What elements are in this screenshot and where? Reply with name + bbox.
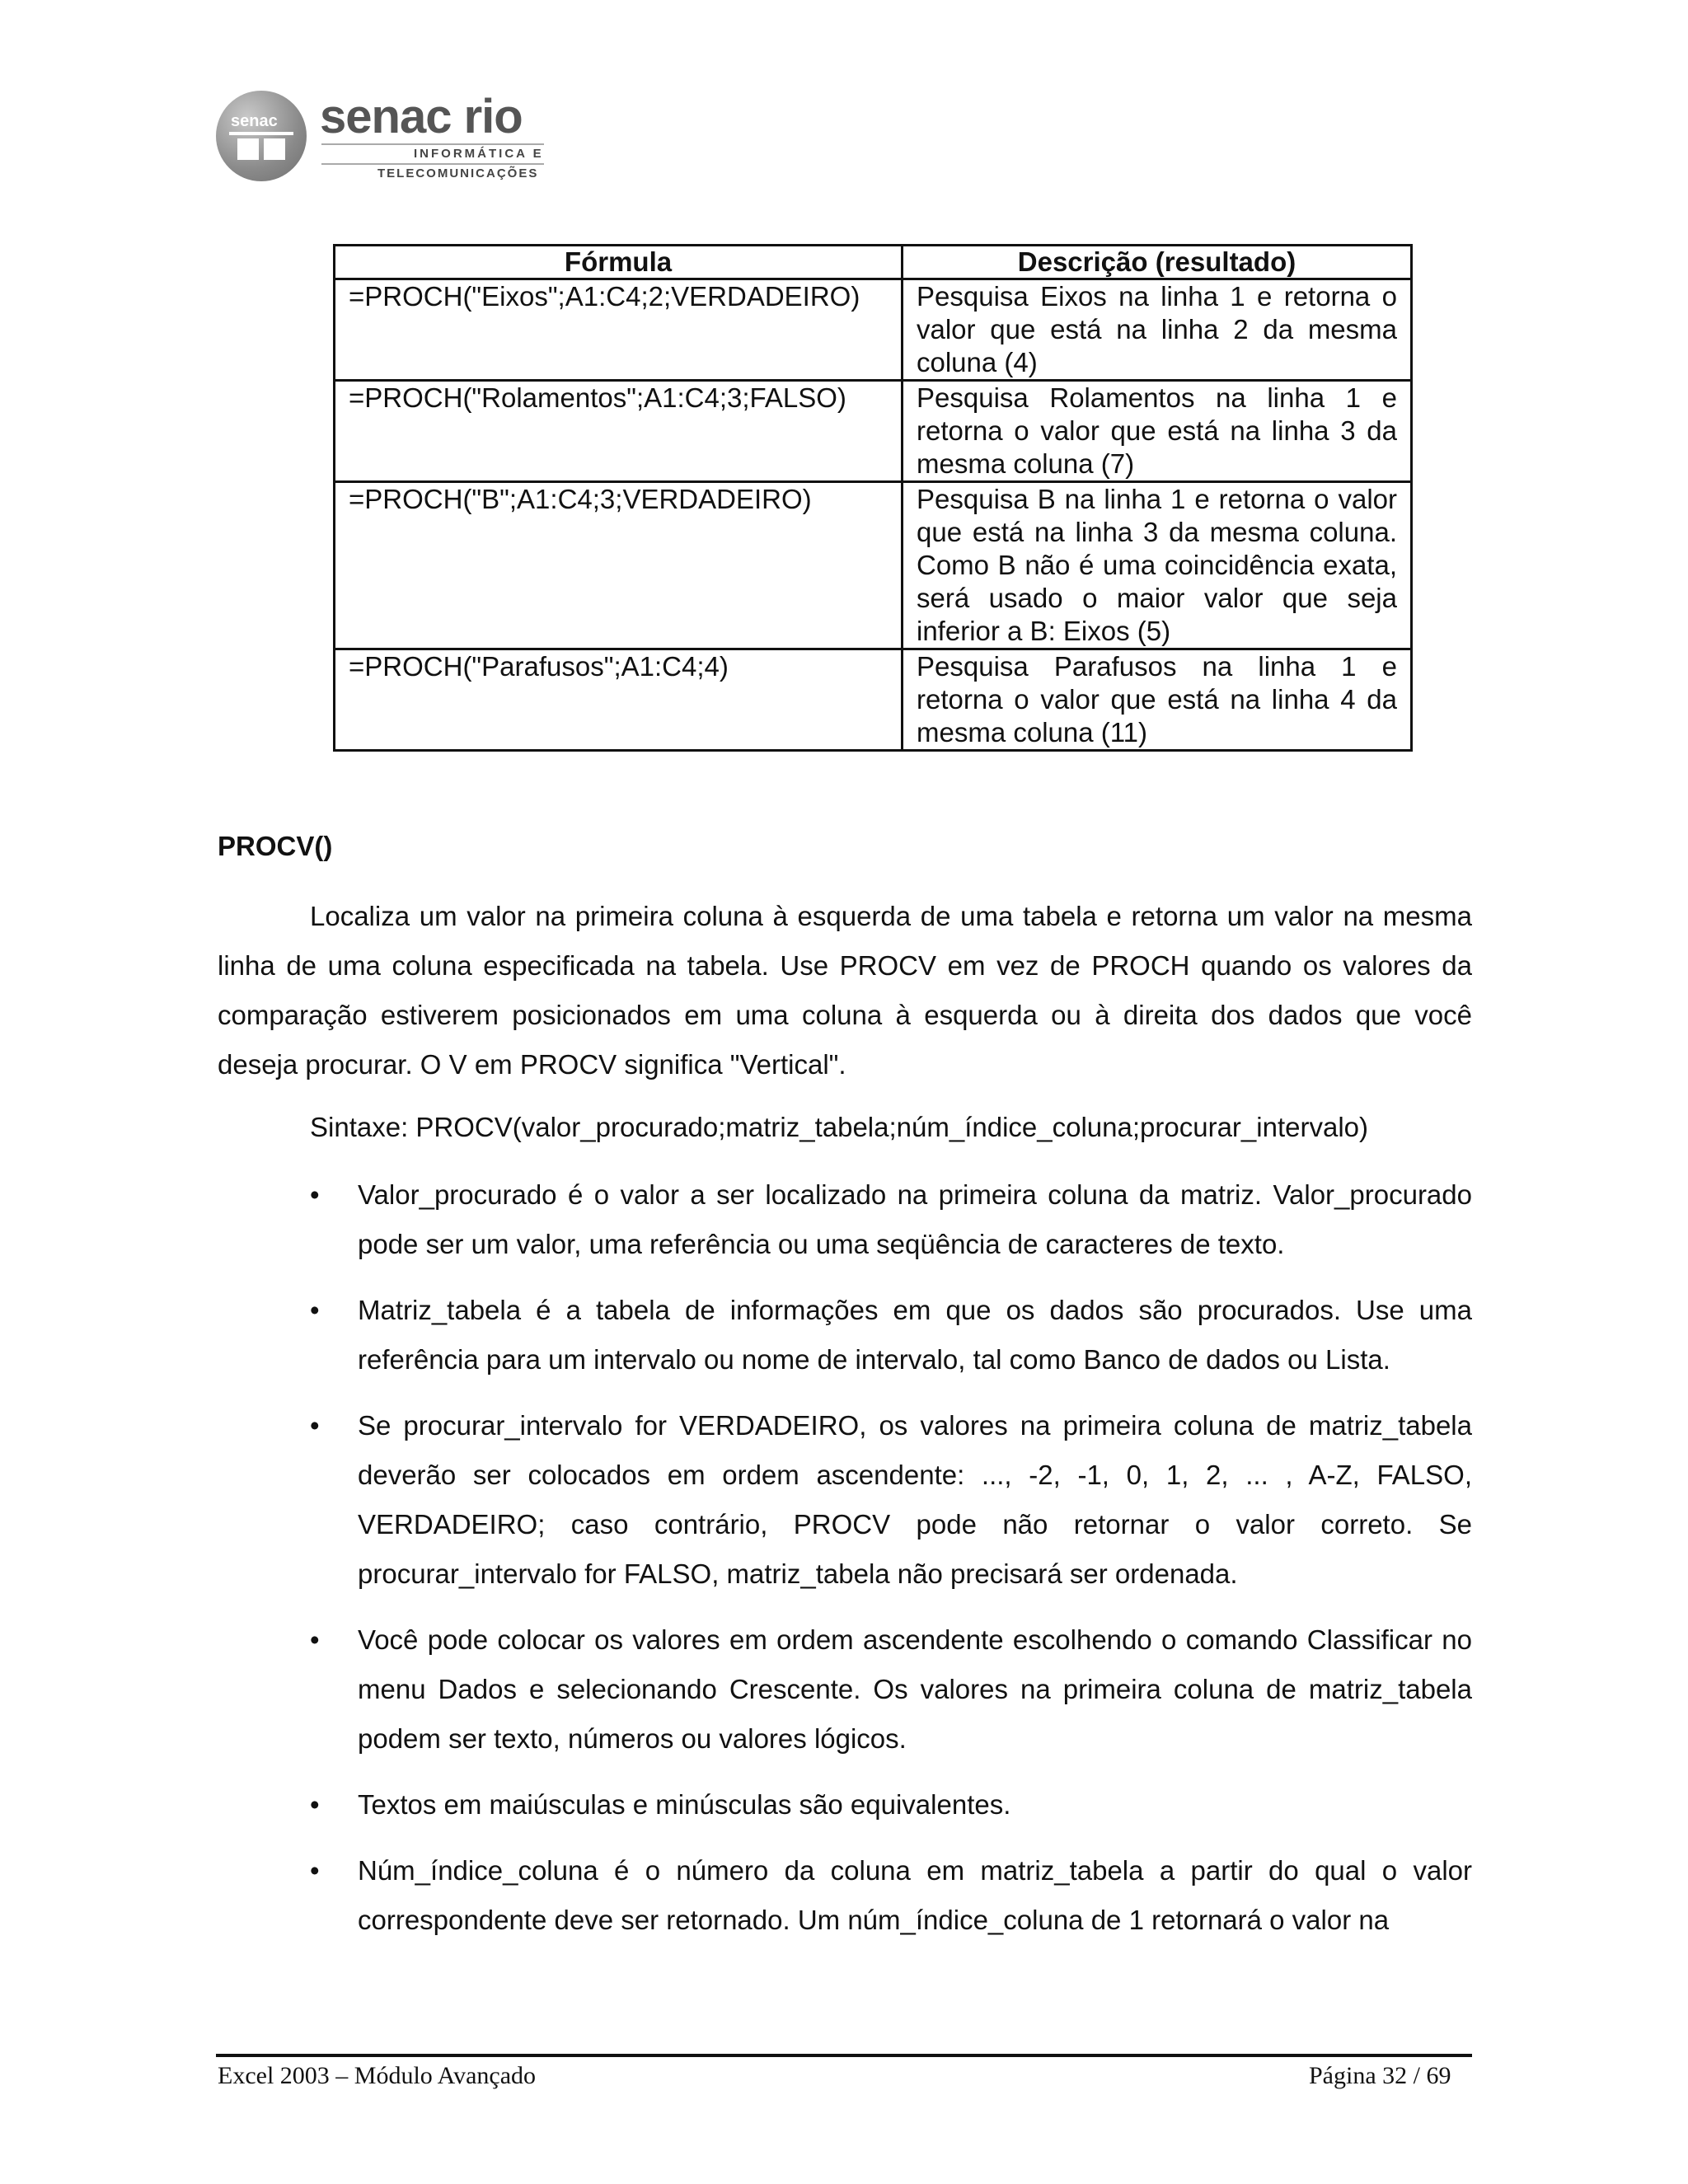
table-row [335, 482, 1412, 649]
list-item [310, 1615, 1472, 1764]
bullet-icon: • [310, 1789, 320, 1820]
proch-examples-table [333, 244, 1413, 752]
list-item [310, 1170, 1472, 1269]
formula-cell: =PROCH("B";A1:C4;3;VERDADEIRO) [335, 482, 903, 649]
argument-bullet-list [310, 1170, 1472, 1961]
list-item [310, 1401, 1472, 1599]
logo-divider [321, 143, 544, 145]
footer-document-title: Excel 2003 – Módulo Avançado [218, 2062, 537, 2089]
bullet-icon: • [310, 1855, 320, 1886]
bullet-icon: • [310, 1410, 320, 1441]
description-cell: Pesquisa Rolamentos na linha 1 e retorna o valor que está na linha 3 da mesma coluna (7) [903, 381, 1412, 482]
table-row [335, 279, 1412, 381]
logo-brand-name: senac rio [320, 90, 523, 143]
bullet-text: Núm_índice_coluna é o número da coluna em matriz_tabela a partir do qual o valor correspondente deve ser retornado. Um núm_índice_coluna de 1 retornará o valor na [358, 1855, 1472, 1935]
footer-page-number: Página 32 / 69 [1309, 2062, 1451, 2089]
syntax-line: Sintaxe: PROCV(valor_procurado;matriz_tabela;núm_índice_coluna;procurar_intervalo) [310, 1112, 1368, 1142]
column-header-description: Descrição (resultado) [903, 246, 1412, 279]
intro-paragraph: Localiza um valor na primeira coluna à esquerda de uma tabela e retorna um valor na mesma linha de uma coluna especificada na tabela. Use PROCV em vez de PROCH quando os valores da comparação estiverem posicionados em uma coluna à esquerda ou à direita dos dados que você deseja procurar. O V em PROCV significa "Vertical". [218, 901, 1472, 1080]
footer-divider [216, 2054, 1472, 2057]
formula-cell: =PROCH("Eixos";A1:C4;2;VERDADEIRO) [335, 279, 903, 381]
section-heading: PROCV() [218, 831, 333, 861]
description-cell: Pesquisa Eixos na linha 1 e retorna o valor que está na linha 2 da mesma coluna (4) [903, 279, 1412, 381]
logo-subtitle-line2: TELECOMUNICAÇÕES [377, 166, 539, 180]
table-header-row [335, 246, 1412, 279]
description-cell: Pesquisa B na linha 1 e retorna o valor que está na linha 3 da mesma coluna. Como B não é uma coincidência exata, será usado o maior valor que seja inferior a B: Eixos (5) [903, 482, 1412, 649]
table-row [335, 381, 1412, 482]
list-item [310, 1286, 1472, 1385]
logo-subtitle-line1: INFORMÁTICA E [414, 147, 544, 161]
list-item [310, 1846, 1472, 1945]
list-item [310, 1780, 1472, 1830]
bullet-icon: • [310, 1295, 320, 1325]
bullet-icon: • [310, 1179, 320, 1210]
formula-cell: =PROCH("Rolamentos";A1:C4;3;FALSO) [335, 381, 903, 482]
bullet-text: Você pode colocar os valores em ordem ascendente escolhendo o comando Classificar no menu Dados e selecionando Crescente. Os valores na primeira coluna de matriz_tabela podem ser texto, números ou valores lógicos. [358, 1624, 1472, 1754]
senac-logo-icon [216, 91, 307, 181]
bullet-text: Textos em maiúsculas e minúsculas são equivalentes. [358, 1789, 1011, 1820]
description-cell: Pesquisa Parafusos na linha 1 e retorna o valor que está na linha 4 da mesma coluna (11) [903, 649, 1412, 751]
bullet-icon: • [310, 1624, 320, 1655]
column-header-formula: Fórmula [335, 246, 903, 279]
bullet-text: Matriz_tabela é a tabela de informações em que os dados são procurados. Use uma referência para um intervalo ou nome de intervalo, tal como Banco de dados ou Lista. [358, 1295, 1472, 1375]
logo-divider [321, 163, 544, 165]
table-row [335, 649, 1412, 751]
logo-circle-text: senac [231, 112, 278, 130]
bullet-text: Se procurar_intervalo for VERDADEIRO, os valores na primeira coluna de matriz_tabela deverão ser colocados em ordem ascendente: ..., -2, -1, 0, 1, 2, ... , A-Z, FALSO, VERDADEIRO; caso contrário, PROCV pode não retornar o valor correto. Se procurar_intervalo for FALSO, matriz_tabela não precisará ser ordenada. [358, 1410, 1472, 1589]
bullet-text: Valor_procurado é o valor a ser localizado na primeira coluna da matriz. Valor_procurado pode ser um valor, uma referência ou uma seqüência de caracteres de texto. [358, 1179, 1472, 1259]
senac-rio-logo [216, 91, 554, 181]
formula-cell: =PROCH("Parafusos";A1:C4;4) [335, 649, 903, 751]
